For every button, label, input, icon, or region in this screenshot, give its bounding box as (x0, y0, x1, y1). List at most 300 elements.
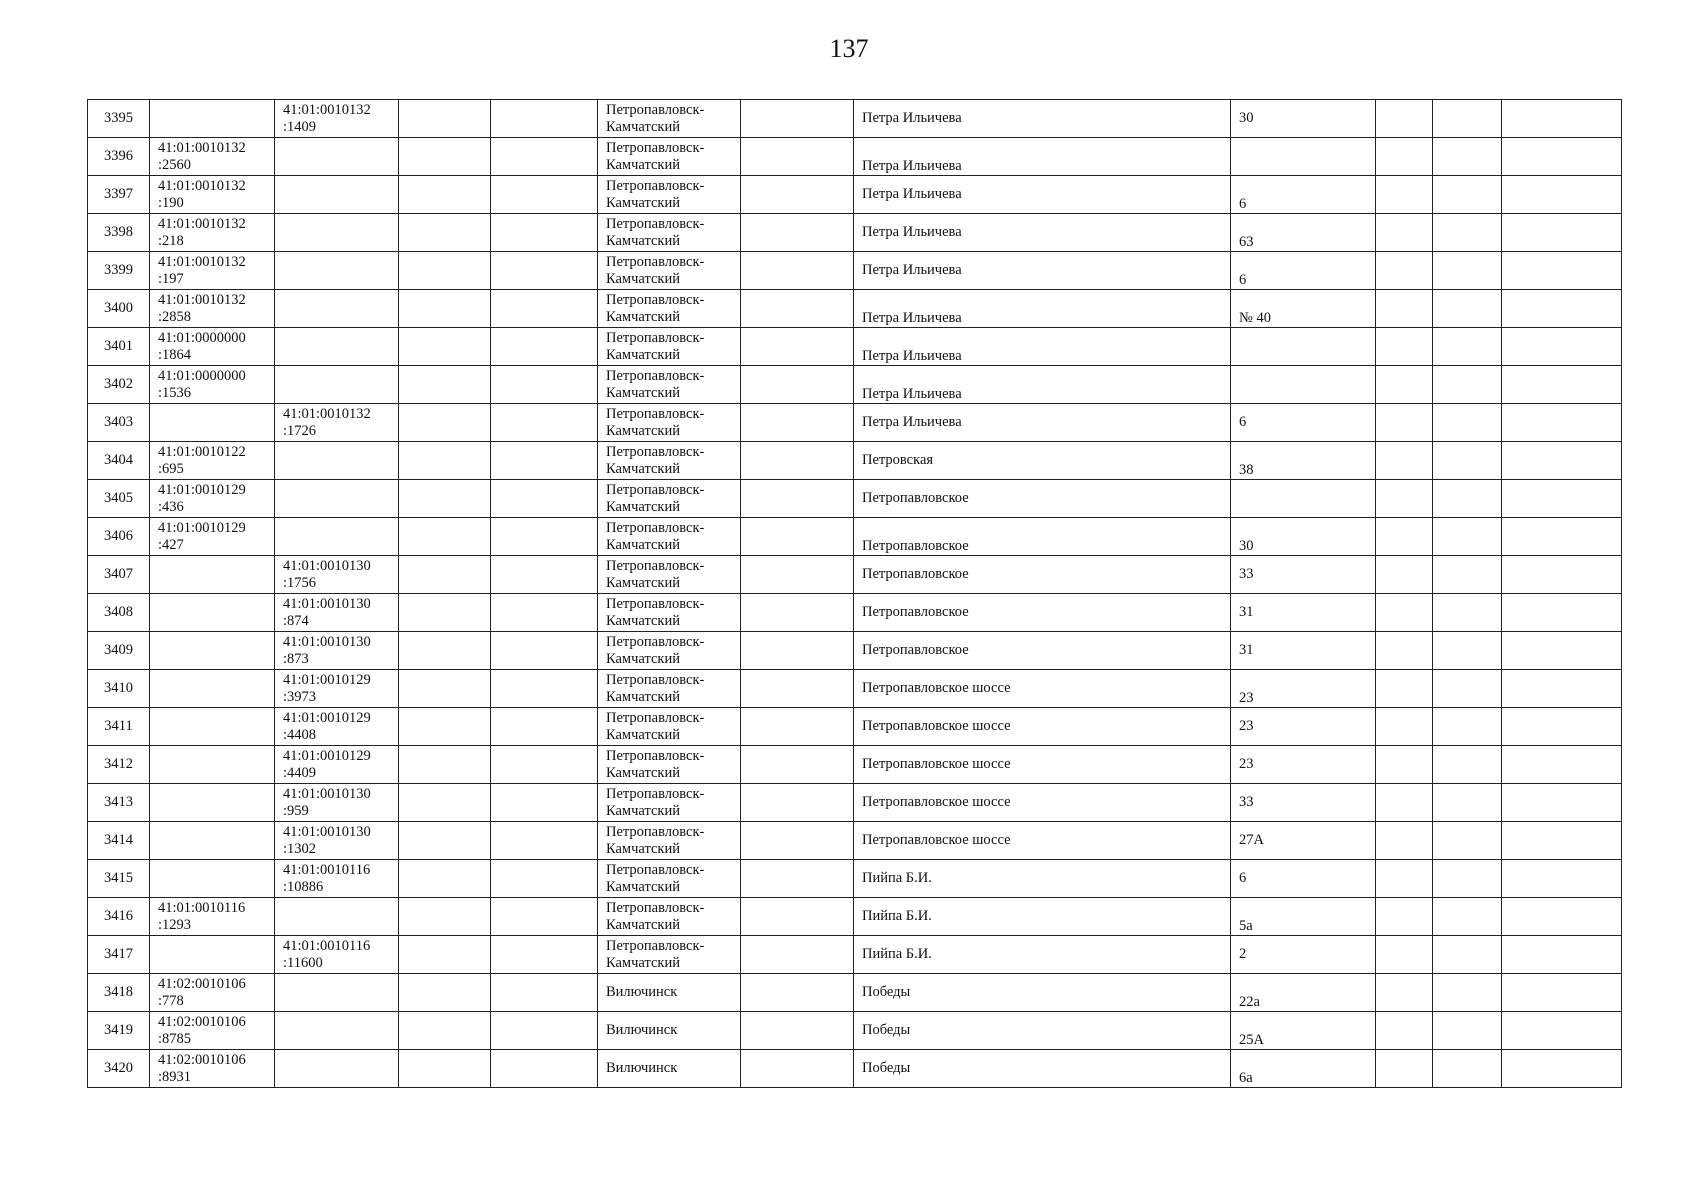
empty-cell (1376, 290, 1433, 328)
row-number-cell: 3399 (88, 252, 150, 290)
cadastral-number-part: 41:01:0010130 (283, 557, 371, 574)
city-name-part: Камчатский (606, 650, 680, 667)
cadastral-number-part: :8785 (158, 1030, 192, 1047)
empty-cell (1502, 746, 1622, 784)
cadastral-number-part: :873 (283, 650, 309, 667)
empty-cell (741, 518, 854, 556)
empty-cell (1502, 594, 1622, 632)
empty-cell (399, 860, 491, 898)
street-cell: Петропавловское шоссе (854, 708, 1231, 746)
row-number-cell: 3405 (88, 480, 150, 518)
row-number-cell: 3414 (88, 822, 150, 860)
empty-cell (399, 594, 491, 632)
city-name-part: Петропавловск- (606, 329, 705, 346)
city-name-part: Петропавловск- (606, 785, 705, 802)
street-cell: Победы (854, 1050, 1231, 1088)
house-number-cell (1231, 480, 1376, 518)
cadastral-number-alt-cell (275, 860, 399, 898)
cadastral-number-cell (150, 974, 275, 1012)
street-cell: Петропавловское шоссе (854, 746, 1231, 784)
empty-cell (1376, 480, 1433, 518)
cadastral-number-part: :10886 (283, 878, 324, 895)
street-cell: Петра Ильичева (854, 366, 1231, 404)
empty-cell (491, 442, 598, 480)
city-name-part: Петропавловск- (606, 367, 705, 384)
cadastral-number-cell (150, 860, 275, 898)
cadastral-number-alt-cell (275, 404, 399, 442)
city-cell (598, 100, 741, 138)
street-cell: Петропавловское шоссе (854, 822, 1231, 860)
street-cell: Петропавловское (854, 518, 1231, 556)
cadastral-number-alt-cell (275, 746, 399, 784)
cadastral-number-cell (150, 404, 275, 442)
empty-cell (1502, 670, 1622, 708)
table-row (88, 974, 1622, 1012)
empty-cell (491, 100, 598, 138)
cadastral-number-part: 41:01:0010132 (283, 405, 371, 422)
empty-cell (399, 974, 491, 1012)
row-number-cell: 3419 (88, 1012, 150, 1050)
cadastral-number-part: 41:01:0010116 (283, 861, 371, 878)
empty-cell (1433, 556, 1502, 594)
row-number-cell: 3413 (88, 784, 150, 822)
empty-cell (491, 518, 598, 556)
street-cell: Петра Ильичева (854, 214, 1231, 252)
cadastral-number-part: 41:02:0010106 (158, 1051, 246, 1068)
city-name-part: Петропавловск- (606, 747, 705, 764)
city-cell (598, 860, 741, 898)
city-cell (598, 214, 741, 252)
street-cell: Петра Ильичева (854, 404, 1231, 442)
cadastral-number-cell (150, 480, 275, 518)
empty-cell (741, 290, 854, 328)
empty-cell (1433, 480, 1502, 518)
cadastral-number-part: 41:01:0010130 (283, 785, 371, 802)
cadastral-number-part: 41:01:0010132 (283, 101, 371, 118)
empty-cell (1502, 974, 1622, 1012)
cadastral-number-cell (150, 290, 275, 328)
cadastral-number-part: :1726 (283, 422, 317, 439)
house-number-cell: 6а (1231, 1050, 1376, 1088)
cadastral-number-alt-cell (275, 176, 399, 214)
row-number-cell: 3400 (88, 290, 150, 328)
city-name-part: Петропавловск- (606, 215, 705, 232)
empty-cell (399, 138, 491, 176)
cadastral-number-part: :427 (158, 536, 184, 553)
city-cell (598, 518, 741, 556)
row-number-cell: 3397 (88, 176, 150, 214)
empty-cell (491, 480, 598, 518)
cadastral-number-cell (150, 366, 275, 404)
table-row (88, 366, 1622, 404)
city-cell (598, 556, 741, 594)
cadastral-number-alt-cell (275, 1012, 399, 1050)
city-name-part: Камчатский (606, 878, 680, 895)
cadastral-number-alt-cell (275, 518, 399, 556)
cadastral-number-cell (150, 252, 275, 290)
house-number-cell (1231, 366, 1376, 404)
cadastral-number-part: 41:01:0010130 (283, 595, 371, 612)
empty-cell (399, 822, 491, 860)
row-number-cell: 3412 (88, 746, 150, 784)
row-number-cell: 3418 (88, 974, 150, 1012)
house-number-cell: 31 (1231, 632, 1376, 670)
empty-cell (399, 328, 491, 366)
cadastral-number-part: :1409 (283, 118, 317, 135)
city-name-part: Камчатский (606, 916, 680, 933)
cadastral-number-part: 41:01:0010132 (158, 291, 246, 308)
cadastral-number-cell (150, 556, 275, 594)
street-cell: Петропавловское (854, 480, 1231, 518)
city-name-part: Петропавловск- (606, 595, 705, 612)
cadastral-number-part: 41:01:0010129 (158, 481, 246, 498)
house-number-cell: 22а (1231, 974, 1376, 1012)
city-cell (598, 404, 741, 442)
street-cell: Петропавловское (854, 556, 1231, 594)
street-cell: Петра Ильичева (854, 290, 1231, 328)
empty-cell (491, 328, 598, 366)
city-cell (598, 366, 741, 404)
empty-cell (399, 898, 491, 936)
cadastral-number-alt-cell (275, 328, 399, 366)
empty-cell (1502, 1050, 1622, 1088)
empty-cell (741, 138, 854, 176)
empty-cell (1433, 974, 1502, 1012)
empty-cell (399, 404, 491, 442)
cadastral-number-cell (150, 214, 275, 252)
cadastral-number-part: 41:01:0010132 (158, 139, 246, 156)
cadastral-number-alt-cell (275, 366, 399, 404)
empty-cell (491, 290, 598, 328)
empty-cell (741, 252, 854, 290)
cadastral-number-alt-cell (275, 214, 399, 252)
table-row (88, 176, 1622, 214)
cadastral-number-part: :1864 (158, 346, 192, 363)
cadastral-number-part: 41:02:0010106 (158, 975, 246, 992)
empty-cell (399, 556, 491, 594)
cadastral-number-cell (150, 176, 275, 214)
cadastral-number-cell (150, 442, 275, 480)
empty-cell (1502, 214, 1622, 252)
empty-cell (741, 936, 854, 974)
street-cell: Петра Ильичева (854, 138, 1231, 176)
table-row (88, 822, 1622, 860)
empty-cell (491, 632, 598, 670)
city-name: Вилючинск (606, 1022, 678, 1038)
row-number-cell: 3401 (88, 328, 150, 366)
empty-cell (491, 822, 598, 860)
empty-cell (1376, 442, 1433, 480)
empty-cell (399, 518, 491, 556)
empty-cell (1502, 138, 1622, 176)
city-name-part: Камчатский (606, 954, 680, 971)
city-cell (598, 290, 741, 328)
empty-cell (491, 898, 598, 936)
empty-cell (741, 1050, 854, 1088)
cadastral-number-alt-cell (275, 252, 399, 290)
house-number-cell: 25А (1231, 1012, 1376, 1050)
city-name-part: Петропавловск- (606, 709, 705, 726)
cadastral-number-part: :695 (158, 460, 184, 477)
city-name-part: Камчатский (606, 270, 680, 287)
cadastral-number-part: :436 (158, 498, 184, 515)
city-name-part: Петропавловск- (606, 291, 705, 308)
empty-cell (491, 708, 598, 746)
city-name-part: Петропавловск- (606, 823, 705, 840)
row-number-cell: 3410 (88, 670, 150, 708)
house-number-cell: 33 (1231, 784, 1376, 822)
cadastral-number-part: 41:01:0010116 (158, 899, 246, 916)
cadastral-number-part: 41:01:0010129 (158, 519, 246, 536)
empty-cell (1376, 784, 1433, 822)
empty-cell (1433, 366, 1502, 404)
cadastral-number-alt-cell (275, 898, 399, 936)
house-number-cell (1231, 328, 1376, 366)
empty-cell (741, 442, 854, 480)
cadastral-number-part: :218 (158, 232, 184, 249)
city-cell (598, 974, 741, 1012)
empty-cell (399, 366, 491, 404)
street-cell: Петропавловское (854, 632, 1231, 670)
street-cell: Петропавловское шоссе (854, 784, 1231, 822)
street-cell: Петра Ильичева (854, 252, 1231, 290)
city-cell (598, 252, 741, 290)
row-number-cell: 3415 (88, 860, 150, 898)
empty-cell (1502, 1012, 1622, 1050)
city-name-part: Камчатский (606, 422, 680, 439)
empty-cell (399, 442, 491, 480)
street-cell: Петра Ильичева (854, 176, 1231, 214)
empty-cell (1433, 518, 1502, 556)
house-number-cell: 38 (1231, 442, 1376, 480)
house-number-cell: 5а (1231, 898, 1376, 936)
empty-cell (1433, 176, 1502, 214)
cadastral-number-part: :2560 (158, 156, 192, 173)
empty-cell (741, 328, 854, 366)
cadastral-number-cell (150, 328, 275, 366)
empty-cell (491, 746, 598, 784)
empty-cell (1433, 594, 1502, 632)
cadastral-number-part: :8931 (158, 1068, 192, 1085)
empty-cell (399, 1012, 491, 1050)
empty-cell (1433, 1050, 1502, 1088)
empty-cell (741, 480, 854, 518)
empty-cell (1376, 632, 1433, 670)
table-row (88, 138, 1622, 176)
cadastral-number-alt-cell (275, 138, 399, 176)
house-number-cell: 27А (1231, 822, 1376, 860)
empty-cell (1376, 100, 1433, 138)
empty-cell (741, 1012, 854, 1050)
cadastral-number-cell (150, 138, 275, 176)
city-name-part: Петропавловск- (606, 937, 705, 954)
empty-cell (1433, 328, 1502, 366)
empty-cell (741, 632, 854, 670)
empty-cell (1433, 290, 1502, 328)
city-name-part: Петропавловск- (606, 405, 705, 422)
city-cell (598, 898, 741, 936)
empty-cell (741, 100, 854, 138)
empty-cell (1502, 480, 1622, 518)
empty-cell (741, 898, 854, 936)
cadastral-number-part: 41:02:0010106 (158, 1013, 246, 1030)
empty-cell (1433, 100, 1502, 138)
row-number-cell: 3406 (88, 518, 150, 556)
cadastral-number-part: :4409 (283, 764, 317, 781)
empty-cell (491, 974, 598, 1012)
cadastral-number-part: 41:01:0010130 (283, 823, 371, 840)
city-name-part: Камчатский (606, 840, 680, 857)
empty-cell (399, 784, 491, 822)
empty-cell (399, 708, 491, 746)
table-row (88, 594, 1622, 632)
empty-cell (1376, 252, 1433, 290)
empty-cell (1502, 328, 1622, 366)
table-row (88, 214, 1622, 252)
row-number-cell: 3402 (88, 366, 150, 404)
cadastral-number-alt-cell (275, 442, 399, 480)
city-name-part: Камчатский (606, 308, 680, 325)
cadastral-number-part: 41:01:0000000 (158, 367, 246, 384)
city-cell (598, 936, 741, 974)
city-cell (598, 594, 741, 632)
empty-cell (1433, 708, 1502, 746)
empty-cell (399, 100, 491, 138)
cadastral-number-part: :11600 (283, 954, 323, 971)
empty-cell (1502, 404, 1622, 442)
empty-cell (1433, 936, 1502, 974)
empty-cell (491, 1012, 598, 1050)
cadastral-number-cell (150, 100, 275, 138)
house-number-cell: 6 (1231, 860, 1376, 898)
empty-cell (1502, 898, 1622, 936)
empty-cell (399, 290, 491, 328)
empty-cell (1502, 442, 1622, 480)
row-number-cell: 3398 (88, 214, 150, 252)
cadastral-number-alt-cell (275, 708, 399, 746)
cadastral-number-alt-cell (275, 594, 399, 632)
city-name-part: Петропавловск- (606, 633, 705, 650)
city-name-part: Петропавловск- (606, 177, 705, 194)
empty-cell (741, 594, 854, 632)
city-name-part: Камчатский (606, 764, 680, 781)
empty-cell (1433, 898, 1502, 936)
cadastral-number-alt-cell (275, 670, 399, 708)
cadastral-number-cell (150, 594, 275, 632)
cadastral-number-alt-cell (275, 936, 399, 974)
city-cell (598, 632, 741, 670)
empty-cell (1376, 974, 1433, 1012)
empty-cell (1502, 556, 1622, 594)
empty-cell (491, 252, 598, 290)
city-name: Вилючинск (606, 1060, 678, 1076)
cadastral-number-cell (150, 708, 275, 746)
cadastral-number-part: 41:01:0010130 (283, 633, 371, 650)
empty-cell (1433, 860, 1502, 898)
empty-cell (1376, 936, 1433, 974)
empty-cell (399, 480, 491, 518)
cadastral-number-part: 41:01:0000000 (158, 329, 246, 346)
table-row (88, 404, 1622, 442)
empty-cell (741, 556, 854, 594)
empty-cell (1376, 670, 1433, 708)
empty-cell (491, 784, 598, 822)
city-name-part: Камчатский (606, 232, 680, 249)
empty-cell (1502, 784, 1622, 822)
empty-cell (1376, 1050, 1433, 1088)
empty-cell (399, 670, 491, 708)
city-cell (598, 328, 741, 366)
cadastral-number-part: :1756 (283, 574, 317, 591)
city-name-part: Камчатский (606, 688, 680, 705)
street-cell: Петра Ильичева (854, 328, 1231, 366)
empty-cell (1376, 328, 1433, 366)
empty-cell (1502, 252, 1622, 290)
row-number-cell: 3404 (88, 442, 150, 480)
empty-cell (491, 594, 598, 632)
city-name-part: Камчатский (606, 612, 680, 629)
house-number-cell: 23 (1231, 746, 1376, 784)
house-number-cell: 30 (1231, 518, 1376, 556)
cadastral-number-alt-cell (275, 556, 399, 594)
street-cell: Победы (854, 974, 1231, 1012)
cadastral-number-part: :959 (283, 802, 309, 819)
city-cell (598, 1050, 741, 1088)
city-name-part: Петропавловск- (606, 139, 705, 156)
table-row (88, 784, 1622, 822)
city-name-part: Камчатский (606, 194, 680, 211)
empty-cell (1502, 176, 1622, 214)
empty-cell (741, 670, 854, 708)
empty-cell (491, 366, 598, 404)
table-row (88, 898, 1622, 936)
table-row (88, 518, 1622, 556)
registry-body (88, 100, 1622, 1088)
empty-cell (1433, 214, 1502, 252)
house-number-cell: 23 (1231, 670, 1376, 708)
empty-cell (1433, 404, 1502, 442)
row-number-cell: 3409 (88, 632, 150, 670)
city-cell (598, 708, 741, 746)
street-cell: Пийпа Б.И. (854, 860, 1231, 898)
empty-cell (741, 176, 854, 214)
table-row (88, 708, 1622, 746)
house-number-cell (1231, 138, 1376, 176)
empty-cell (399, 632, 491, 670)
table-row (88, 632, 1622, 670)
empty-cell (1502, 860, 1622, 898)
cadastral-number-part: :778 (158, 992, 184, 1009)
cadastral-number-part: :1536 (158, 384, 192, 401)
table-row (88, 100, 1622, 138)
empty-cell (399, 746, 491, 784)
empty-cell (1502, 290, 1622, 328)
city-name-part: Камчатский (606, 574, 680, 591)
empty-cell (741, 784, 854, 822)
empty-cell (491, 936, 598, 974)
cadastral-number-alt-cell (275, 784, 399, 822)
empty-cell (1433, 252, 1502, 290)
city-cell (598, 784, 741, 822)
cadastral-number-part: :874 (283, 612, 309, 629)
city-name-part: Петропавловск- (606, 861, 705, 878)
city-name-part: Камчатский (606, 346, 680, 363)
city-cell (598, 670, 741, 708)
city-cell (598, 176, 741, 214)
empty-cell (1376, 176, 1433, 214)
city-cell (598, 480, 741, 518)
empty-cell (1502, 632, 1622, 670)
